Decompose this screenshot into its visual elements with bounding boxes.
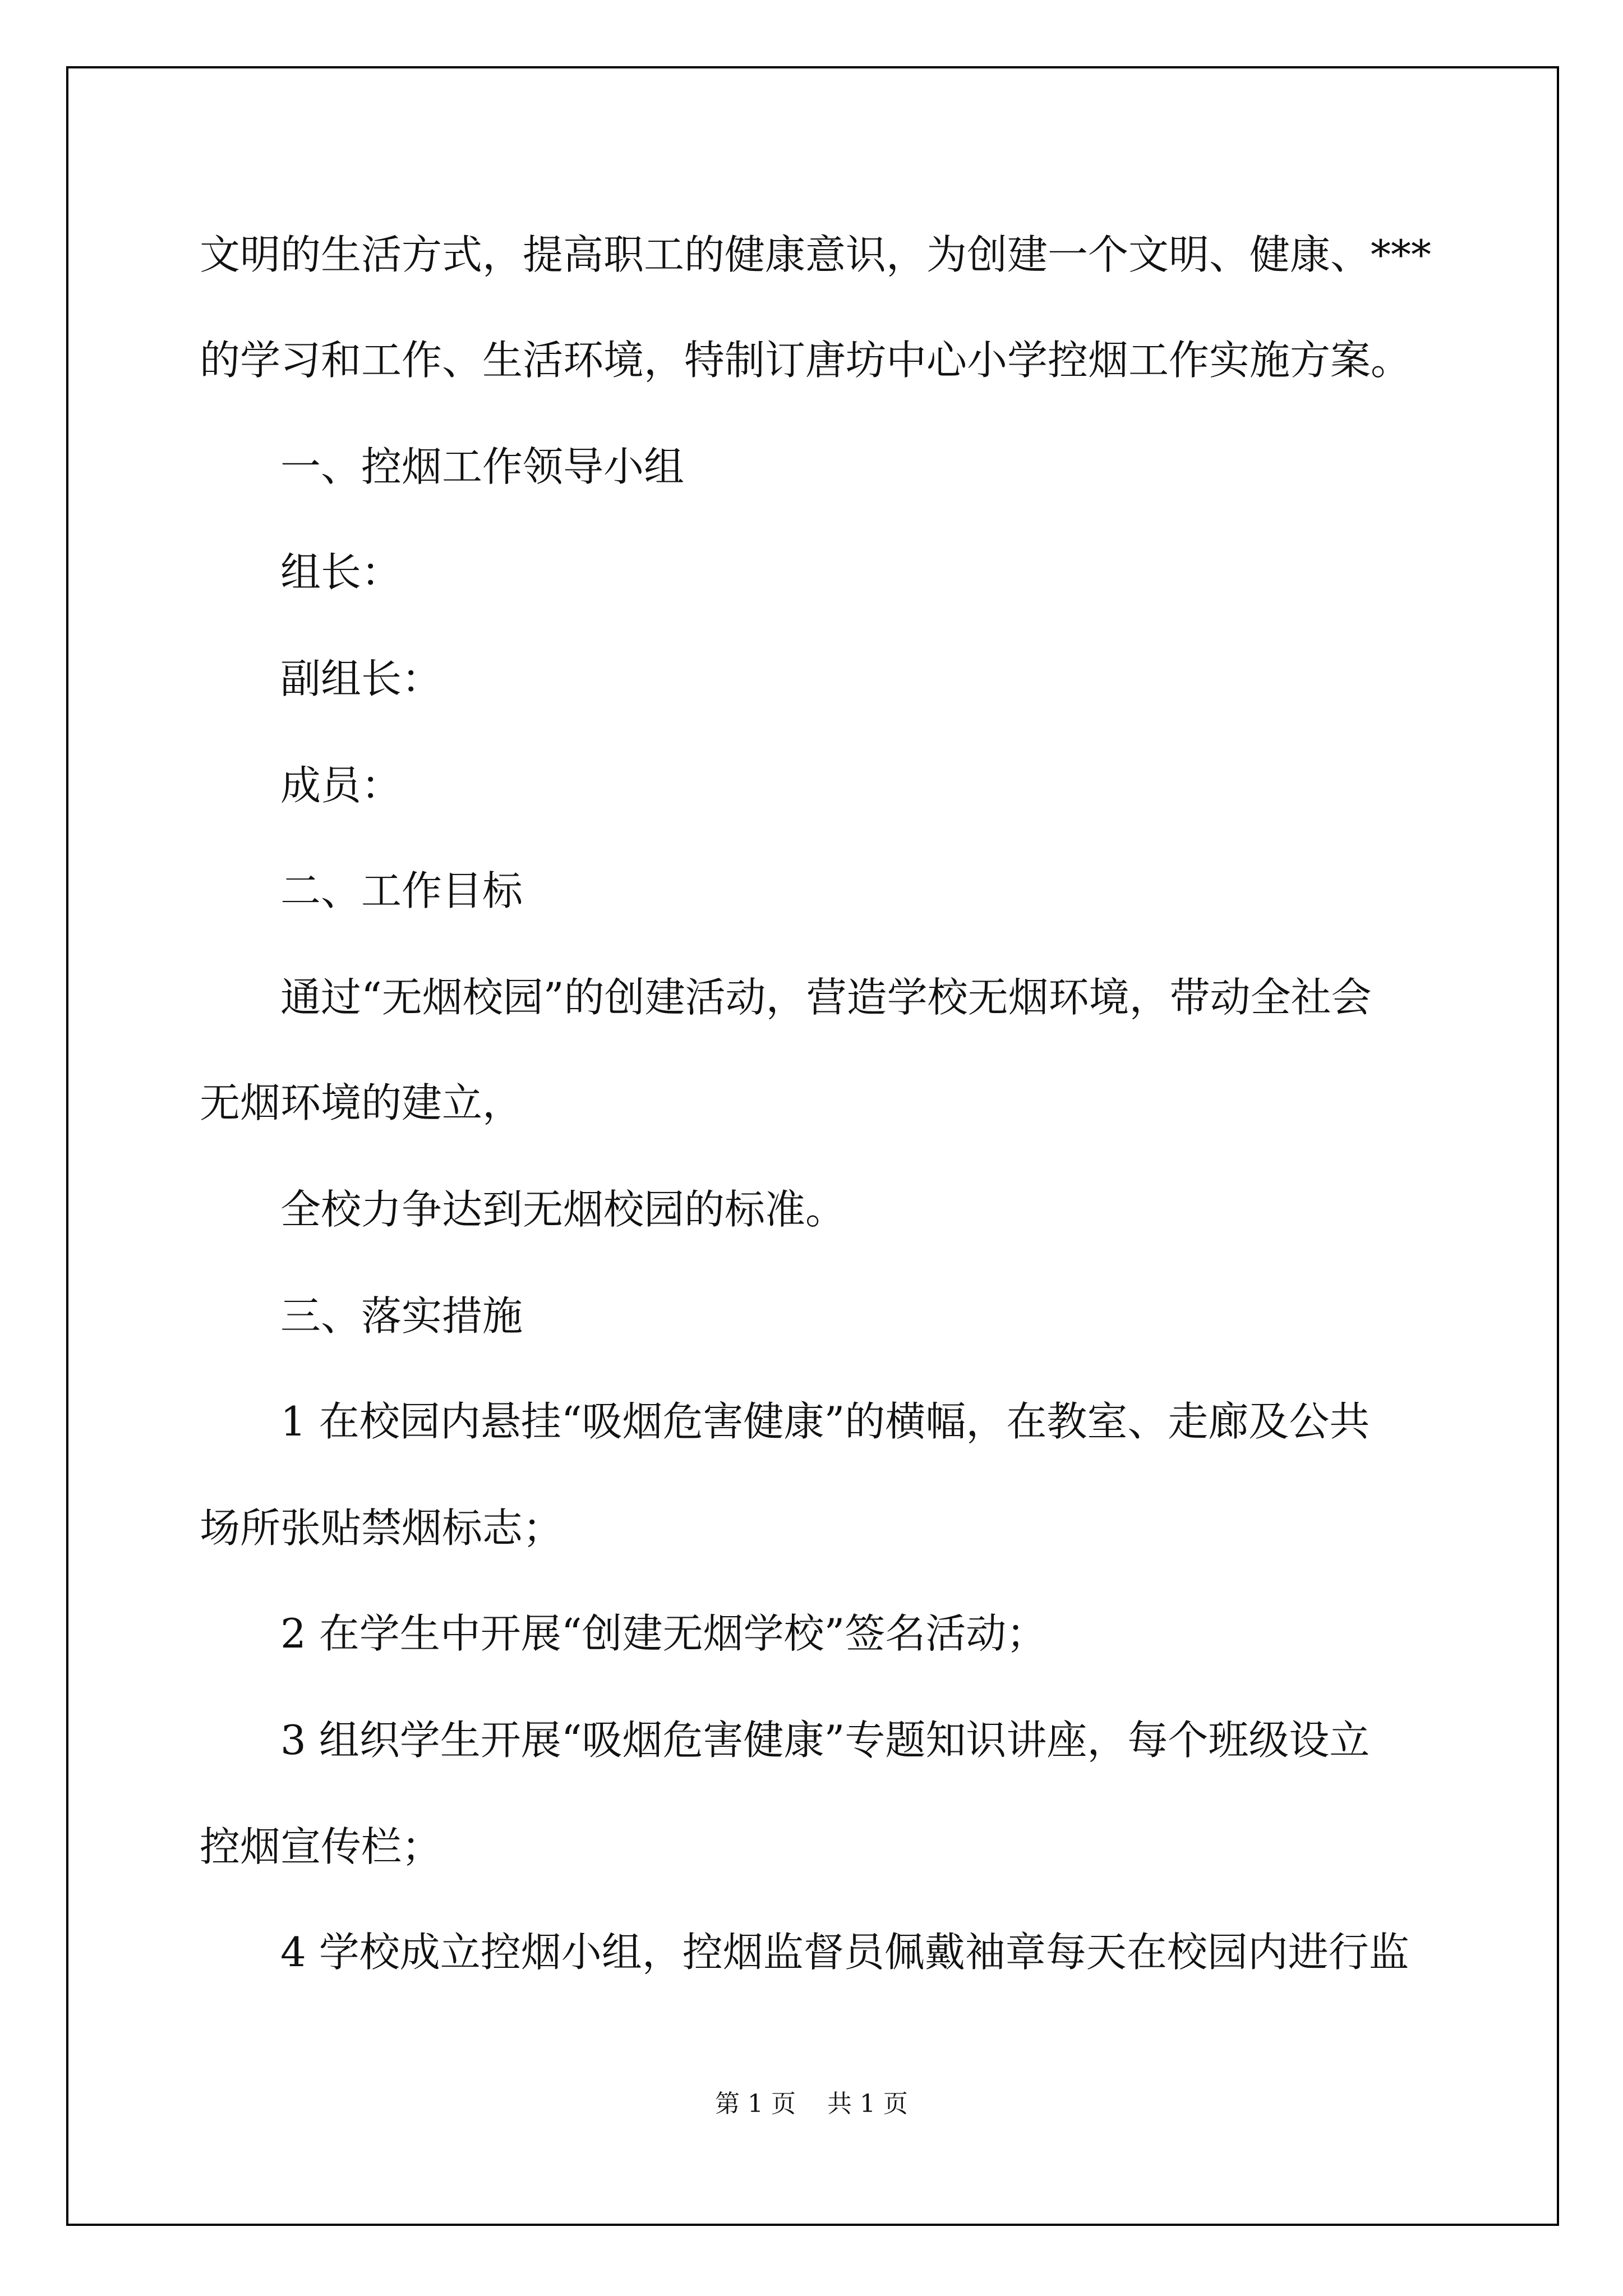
body-line: 文明的生活方式，提高职工的健康意识，为创建一个文明、健康、*** (200, 231, 1432, 278)
body-line: 控烟宣传栏； (200, 1823, 442, 1870)
body-line: 1 在校园内悬挂“吸烟危害健康”的横幅，在教室、走廊及公共 (280, 1398, 1370, 1445)
body-line: 成员： (280, 762, 402, 809)
body-line: 的学习和工作、生活环境，特制订唐坊中心小学控烟工作实施方案。 (200, 337, 1412, 384)
section-heading: 三、落实措施 (280, 1292, 523, 1340)
body-line: 副组长： (280, 655, 442, 702)
section-heading: 二、工作目标 (280, 867, 523, 914)
body-line: 4 学校成立控烟小组，控烟监督员佩戴袖章每天在校园内进行监 (280, 1929, 1409, 1976)
body-line: 组长： (280, 549, 402, 596)
body-line: 无烟环境的建立， (200, 1079, 523, 1126)
section-heading: 一、控烟工作领导小组 (280, 443, 685, 490)
body-line: 通过“无烟校园”的创建活动，营造学校无烟环境，带动全社会 (280, 974, 1372, 1021)
body-line: 全校力争达到无烟校园的标准。 (280, 1186, 846, 1233)
page-footer: 第 1 页 共 1 页 (715, 2090, 908, 2118)
body-line: 场所张贴禁烟标志； (200, 1504, 564, 1552)
body-line: 3 组织学生开展“吸烟危害健康”专题知识讲座，每个班级设立 (280, 1717, 1370, 1764)
body-line: 2 在学生中开展“创建无烟学校”签名活动； (280, 1610, 1047, 1657)
